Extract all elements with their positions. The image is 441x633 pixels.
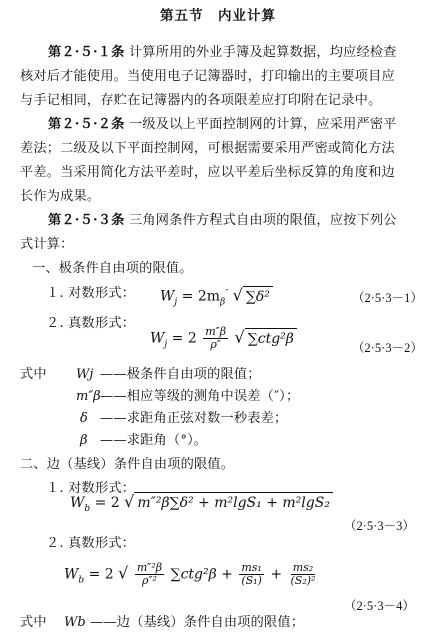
clause-label: 第２·５·２条	[48, 117, 125, 132]
eq-lhs-sub: b	[78, 575, 85, 586]
where-symbol: δ	[80, 411, 88, 426]
eq-sum: ∑ctg²β +	[170, 566, 233, 583]
where-definition: ——相应等级的测角中误差（″）；	[100, 389, 300, 404]
eq-lhs: W	[160, 288, 175, 305]
where-symbol: Wj	[76, 367, 94, 382]
clause-2-5-1-line-1	[48, 45, 397, 61]
eq-fraction: $\frac{m''\beta}{\rho''}$	[205, 325, 227, 351]
clause-2-5-3-line-1	[48, 213, 397, 229]
equation-2: $W_j = 2$ $\frac{m''\beta}{\rho''}$ √ ∑ctg²β	[150, 326, 297, 354]
eq-coef: = 2m	[181, 288, 221, 305]
equation-3: $W_b = 2$ √ m″²β∑δ² + m²lgS₁ + m²lgS₂	[70, 492, 333, 519]
where-lead: 式中	[20, 615, 47, 630]
item-1-2-heading: ２. 真数形式：	[46, 316, 136, 331]
clause-2-5-2-line-3: 平差。当采用简化方法平差时，应以平差后坐标反算的角度和边	[20, 165, 395, 180]
clause-2-5-1-line-2: 核对后才能使用。当使用电子记簿器时，打印输出的主要项目应	[20, 69, 395, 84]
where-definition: ——极条件自由项的限值；	[100, 367, 261, 382]
item-2-heading: 二、边（基线）条件自由项的限值。	[20, 457, 235, 472]
eq-fraction: $\frac{\text{ms₂}}{\text{(S₂)²}}$	[290, 561, 316, 587]
where-definition: ——边（基线）条件自由项的限值；	[90, 615, 305, 630]
where-definition: ——求距角（°）。	[100, 433, 208, 448]
eq-lhs: W	[64, 566, 79, 583]
clause-label: 第２·５·１条	[48, 45, 125, 60]
eq-lhs-sub: j	[164, 339, 168, 350]
clause-text: 一级及以上平面控制网的计算，应采用严密平	[128, 117, 397, 132]
item-1-heading: 一、极条件自由项的限值。	[32, 261, 193, 276]
item-2-1-heading: １. 对数形式：	[46, 481, 136, 496]
eq-fraction: $\frac{\text{m″²β}}{\text{ρ″²}}$	[136, 561, 163, 587]
clause-2-5-3-line-2: 式计算：	[20, 237, 74, 252]
section-title: 第五节 内业计算	[160, 8, 276, 24]
item-1-1-heading: １. 对数形式：	[46, 286, 136, 301]
where-lead: 式中	[20, 367, 47, 382]
equation-1-number: （2·5·3－1）	[352, 291, 423, 305]
eq-lhs: W	[70, 495, 85, 511]
eq-radicand: m″²β∑δ² + m²lgS₁ + m²lgS₂	[134, 492, 333, 513]
clause-text: 三角网条件方程式自由项的限值，应按下列公	[128, 213, 397, 228]
equation-4-number: （2·5·3－4）	[344, 599, 415, 613]
where-symbol: Wb	[64, 615, 86, 630]
clause-2-5-2-line-1	[48, 117, 397, 133]
eq-radicand: ∑ctg²β	[245, 328, 297, 349]
eq-fraction: $\frac{\text{ms₁}}{\text{(S₁)}}$	[241, 561, 262, 587]
eq-lhs-sub: j	[174, 297, 178, 308]
clause-2-5-2-line-2: 差法；二级及以下平面控制网，可根据需要采用严密或简化方法	[20, 141, 395, 156]
eq-lhs: W	[150, 330, 165, 347]
equation-4: $W_b = 2$ √ $\frac{\text{m″²β}}{\text{ρ″²}}$ ∑ctg²β + $\frac{\text{ms₁}}{\text{(S₁)}}$ + $\frac{\text{ms₂}}{\text{(S₂)²}}$	[64, 561, 316, 587]
where-symbol: β	[80, 433, 88, 448]
eq-radicand: ∑δ²	[243, 286, 273, 307]
equation-1: $W_j = 2m_\beta''$ √ ∑δ²	[160, 283, 273, 312]
clause-2-5-1-line-3: 与手记相同，存贮在记簿器内的各项限差应打印附在记录中。	[20, 93, 382, 108]
eq-coef: = 2	[171, 330, 197, 347]
item-2-2-heading: ２. 真数形式：	[46, 536, 136, 551]
where-symbol: m″β	[76, 389, 101, 404]
equation-2-number: （2·5·3－2）	[352, 341, 423, 355]
eq-lhs-sub: b	[84, 503, 91, 514]
clause-2-5-2-line-4: 长作为成果。	[20, 189, 101, 204]
clause-label: 第２·５·３条	[48, 213, 125, 228]
equation-3-number: （2·5·3－3）	[344, 519, 415, 533]
clause-text: 计算所用的外业手簿及起算数据，均应经检查	[128, 45, 397, 60]
where-definition: ——求距角正弦对数一秒表差；	[100, 411, 288, 426]
